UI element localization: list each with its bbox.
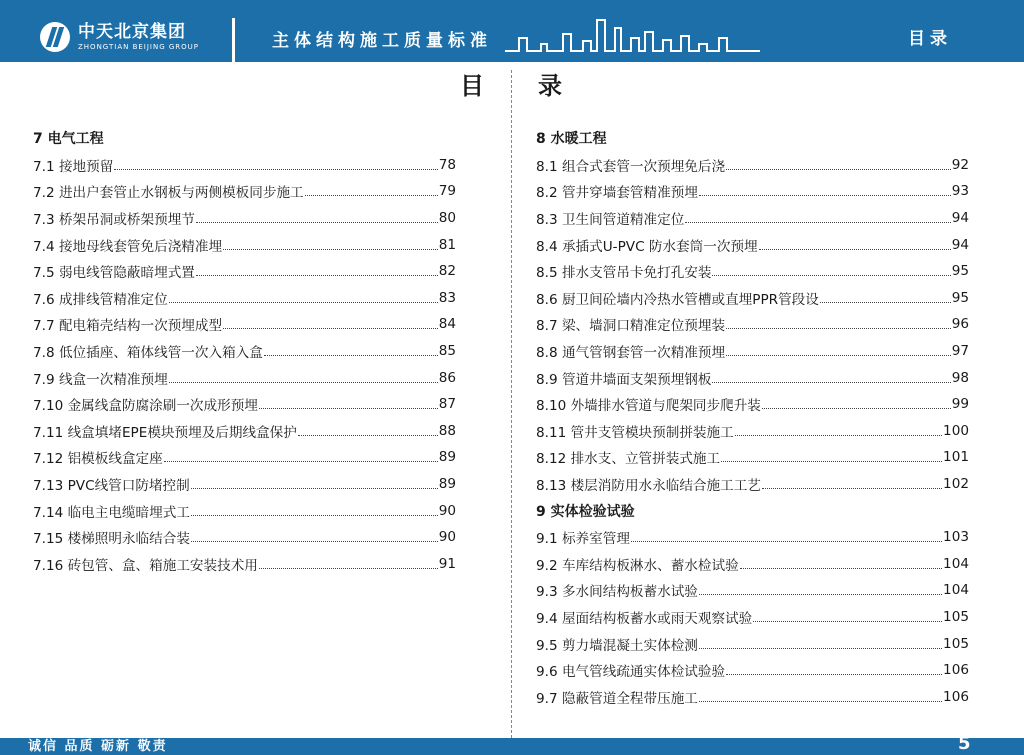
toc-entry-label: 8.3 卫生间管道精准定位 <box>536 212 685 229</box>
toc-page-number: 84 <box>438 316 456 333</box>
toc-entry-label: 7.15 楼梯照明永临结合装 <box>33 531 190 548</box>
toc-entry[interactable] <box>536 683 969 710</box>
header-section-label: 目录 <box>908 29 952 49</box>
toc-leader-dots <box>259 407 438 409</box>
toc-page-number: 78 <box>438 156 456 173</box>
toc-leader-dots <box>631 540 942 542</box>
toc-leader-dots <box>699 647 942 649</box>
toc-entry[interactable] <box>33 524 456 551</box>
toc-entry[interactable] <box>536 391 969 418</box>
toc-entry[interactable] <box>536 205 969 232</box>
toc-entry[interactable] <box>33 418 456 445</box>
toc-entry-label: 8.6 厨卫间砼墙内冷热水管槽或直埋PPR管段设 <box>536 291 819 308</box>
logo-mark-icon <box>40 22 70 52</box>
toc-page-number: 103 <box>943 529 969 546</box>
logo-name-cn: 中天北京集团 <box>78 21 186 42</box>
toc-leader-dots <box>223 248 438 250</box>
toc-entry-label: 7.11 线盒填堵EPE模块预埋及后期线盒保护 <box>33 424 297 441</box>
toc-entry[interactable] <box>33 471 456 498</box>
toc-leader-dots <box>762 487 942 489</box>
toc-page-number: 93 <box>951 183 969 200</box>
toc-page-number: 91 <box>438 555 456 572</box>
toc-section-heading <box>536 125 969 152</box>
toc-entry-label: 7.9 线盒一次精准预埋 <box>33 371 168 388</box>
toc-entry-label: 8.5 排水支管吊卡免打孔安装 <box>536 265 712 282</box>
toc-entry[interactable] <box>33 444 456 471</box>
toc-entry[interactable] <box>33 285 456 312</box>
toc-entry-label: 9.2 车库结构板淋水、蓄水检试验 <box>536 557 739 574</box>
toc-leader-dots <box>699 700 942 702</box>
toc-page-number: 99 <box>951 396 969 413</box>
toc-page-number: 90 <box>438 529 456 546</box>
toc-page-number: 85 <box>438 343 456 360</box>
toc-page-number: 104 <box>943 555 969 572</box>
toc-entry-label: 7.13 PVC线管口防堵控制 <box>33 478 190 495</box>
document-title: 主体结构施工质量标准 <box>272 31 492 51</box>
toc-entry[interactable] <box>33 364 456 391</box>
toc-leader-dots <box>740 567 942 569</box>
toc-entry[interactable] <box>536 524 969 551</box>
toc-entry-label: 9 实体检验试验 <box>536 503 635 520</box>
toc-entry-label: 7.5 弱电线管隐蔽暗埋式置 <box>33 265 195 282</box>
toc-entry[interactable] <box>33 338 456 365</box>
toc-entry[interactable] <box>536 258 969 285</box>
toc-entry-label: 8.8 通气管钢套管一次精准预埋 <box>536 345 726 362</box>
toc-page-number: 94 <box>951 210 969 227</box>
toc-page-number: 80 <box>438 210 456 227</box>
toc-leader-dots <box>726 327 951 329</box>
toc-entry-label: 9.7 隐蔽管道全程带压施工 <box>536 690 698 707</box>
toc-leader-dots <box>169 381 438 383</box>
toc-entry[interactable] <box>33 311 456 338</box>
toc-leader-dots <box>699 593 942 595</box>
toc-page-number: 106 <box>943 662 969 679</box>
toc-leader-dots <box>726 354 951 356</box>
toc-page-number: 96 <box>951 316 969 333</box>
toc-leader-dots <box>712 274 950 276</box>
toc-entry[interactable] <box>536 178 969 205</box>
toc-entry-label: 9.1 标养室管理 <box>536 531 630 548</box>
toc-entry[interactable] <box>33 152 456 179</box>
toc-section-heading <box>536 497 969 524</box>
toc-entry-label: 8 水暖工程 <box>536 131 607 148</box>
toc-page-number: 88 <box>438 422 456 439</box>
toc-page-number: 87 <box>438 396 456 413</box>
toc-page-number: 86 <box>438 369 456 386</box>
toc-entry[interactable] <box>536 231 969 258</box>
toc-leader-dots <box>305 194 438 196</box>
toc-entry[interactable] <box>536 364 969 391</box>
toc-entry[interactable] <box>33 391 456 418</box>
toc-page-number: 105 <box>943 608 969 625</box>
toc-leader-dots <box>196 274 438 276</box>
toc-entry[interactable] <box>536 577 969 604</box>
toc-entry[interactable] <box>536 338 969 365</box>
toc-entry[interactable] <box>536 444 969 471</box>
toc-page-number: 90 <box>438 502 456 519</box>
toc-leader-dots <box>223 327 438 329</box>
toc-entry-label: 8.4 承插式U-PVC 防水套筒一次预埋 <box>536 238 758 255</box>
logo-name-en: ZHONGTIAN BEIJING GROUP <box>78 42 200 51</box>
toc-leader-dots <box>259 567 438 569</box>
toc-entry[interactable] <box>536 630 969 657</box>
toc-entry-label: 7.6 成排线管精准定位 <box>33 291 168 308</box>
toc-entry[interactable] <box>536 418 969 445</box>
toc-left-column <box>33 125 456 577</box>
toc-page-number: 83 <box>438 289 456 306</box>
toc-entry[interactable] <box>33 231 456 258</box>
page-number: 5 <box>958 733 971 754</box>
toc-leader-dots <box>735 434 942 436</box>
toc-leader-dots <box>699 194 951 196</box>
toc-page-number: 79 <box>438 183 456 200</box>
toc-page-number: 104 <box>943 582 969 599</box>
toc-leader-dots <box>191 540 438 542</box>
toc-entry-label: 9.5 剪力墙混凝土实体检测 <box>536 637 698 654</box>
toc-leader-dots <box>712 381 950 383</box>
toc-leader-dots <box>191 487 438 489</box>
toc-entry-label: 8.7 梁、墙洞口精准定位预埋装 <box>536 318 726 335</box>
toc-page-number: 81 <box>438 236 456 253</box>
toc-page-number: 89 <box>438 449 456 466</box>
toc-entry-label: 7.8 低位插座、箱体线管一次入箱入盒 <box>33 345 263 362</box>
toc-entry-label: 7.4 接地母线套管免后浇精准埋 <box>33 238 223 255</box>
toc-entry-label: 9.4 屋面结构板蓄水或雨天观察试验 <box>536 610 753 627</box>
toc-leader-dots <box>298 434 438 436</box>
header-bar <box>0 0 1024 62</box>
toc-entry-label: 7.16 砖包管、盒、箱施工安装技术用 <box>33 557 258 574</box>
footer-bar <box>0 738 1024 755</box>
toc-page-number: 106 <box>943 688 969 705</box>
toc-leader-dots <box>753 620 942 622</box>
toc-section-heading <box>33 125 456 152</box>
toc-leader-dots <box>191 514 438 516</box>
toc-entry-label: 7.7 配电箱壳结构一次预埋成型 <box>33 318 223 335</box>
toc-leader-dots <box>169 301 438 303</box>
toc-entry[interactable] <box>536 152 969 179</box>
skyline-icon <box>505 18 760 54</box>
toc-entry-label: 7.10 金属线盒防腐涂刷一次成形预埋 <box>33 398 258 415</box>
toc-entry[interactable] <box>33 551 456 578</box>
toc-leader-dots <box>164 460 438 462</box>
toc-page-number: 100 <box>943 422 969 439</box>
toc-entry[interactable] <box>33 258 456 285</box>
toc-entry-label: 7.12 铝模板线盒定座 <box>33 451 163 468</box>
toc-leader-dots <box>685 221 950 223</box>
toc-leader-dots <box>196 221 438 223</box>
toc-entry[interactable] <box>536 551 969 578</box>
toc-entry-label: 8.2 管井穿墙套管精准预埋 <box>536 185 698 202</box>
toc-entry[interactable] <box>33 178 456 205</box>
toc-page-number: 101 <box>943 449 969 466</box>
toc-leader-dots <box>264 354 438 356</box>
toc-title-left: 目 <box>460 72 484 100</box>
header-divider <box>232 18 235 62</box>
toc-leader-dots <box>726 168 951 170</box>
toc-page-number: 98 <box>951 369 969 386</box>
toc-entry[interactable] <box>33 497 456 524</box>
toc-entry-label: 8.9 管道井墙面支架预埋钢板 <box>536 371 712 388</box>
toc-page-number: 102 <box>943 476 969 493</box>
toc-leader-dots <box>820 301 951 303</box>
toc-title-right: 录 <box>538 72 562 100</box>
footer-slogan: 诚信 品质 砺新 敬责 <box>28 739 168 754</box>
toc-page-number: 95 <box>951 263 969 280</box>
toc-page-number: 94 <box>951 236 969 253</box>
toc-page-number: 82 <box>438 263 456 280</box>
toc-leader-dots <box>759 248 951 250</box>
toc-leader-dots <box>762 407 951 409</box>
toc-entry-label: 7.1 接地预留 <box>33 158 114 175</box>
column-divider <box>511 70 512 738</box>
toc-entry[interactable] <box>536 311 969 338</box>
company-logo <box>40 20 199 54</box>
toc-page-number: 92 <box>951 156 969 173</box>
toc-entry-label: 8.13 楼层消防用水永临结合施工工艺 <box>536 478 761 495</box>
toc-page-number: 95 <box>951 289 969 306</box>
toc-page-number: 89 <box>438 476 456 493</box>
toc-entry-label: 7.3 桥架吊洞或桥架预埋节 <box>33 212 195 229</box>
toc-entry-label: 8.1 组合式套管一次预埋免后浇 <box>536 158 726 175</box>
toc-entry[interactable] <box>536 285 969 312</box>
toc-entry[interactable] <box>536 471 969 498</box>
toc-page-number: 97 <box>951 343 969 360</box>
toc-entry-label: 9.6 电气管线疏通实体检试验验 <box>536 664 726 681</box>
toc-leader-dots <box>114 168 437 170</box>
toc-right-column <box>536 125 969 710</box>
toc-entry[interactable] <box>536 604 969 631</box>
toc-leader-dots <box>721 460 942 462</box>
toc-page-number: 105 <box>943 635 969 652</box>
toc-entry-label: 9.3 多水间结构板蓄水试验 <box>536 584 698 601</box>
toc-entry-label: 7 电气工程 <box>33 131 104 148</box>
toc-entry-label: 8.12 排水支、立管拼装式施工 <box>536 451 721 468</box>
toc-entry-label: 8.11 管井支管模块预制拼装施工 <box>536 424 734 441</box>
toc-entry-label: 8.10 外墙排水管道与爬架同步爬升装 <box>536 398 761 415</box>
toc-leader-dots <box>726 673 942 675</box>
toc-entry[interactable] <box>33 205 456 232</box>
toc-entry-label: 7.14 临电主电缆暗埋式工 <box>33 504 190 521</box>
toc-entry[interactable] <box>536 657 969 684</box>
toc-entry-label: 7.2 进出户套管止水钢板与两侧模板同步施工 <box>33 185 304 202</box>
